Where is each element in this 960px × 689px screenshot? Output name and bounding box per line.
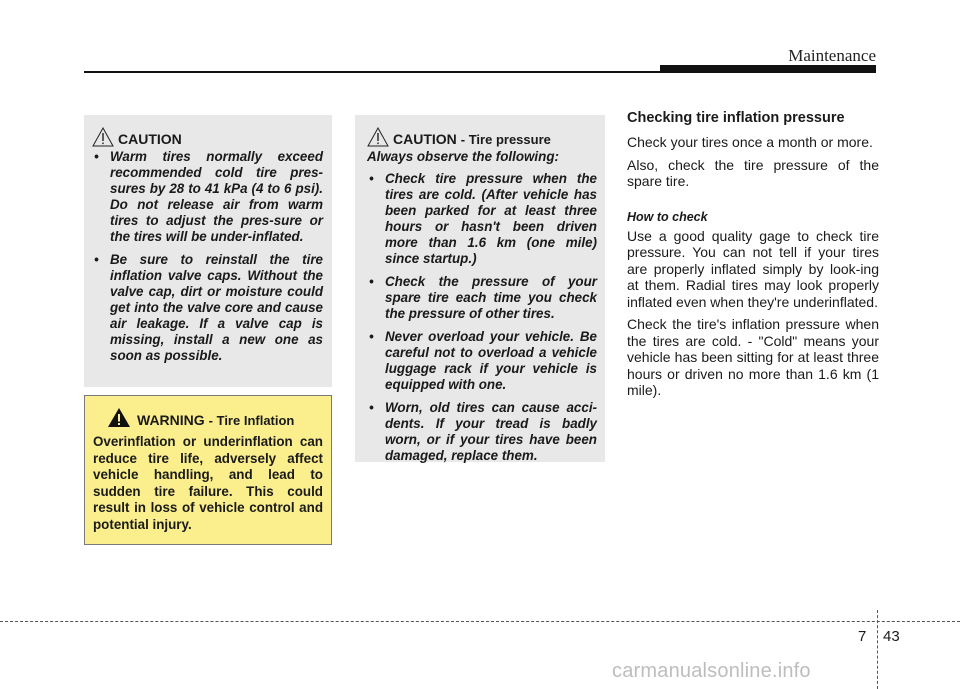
bullet-text: Never overload your vehicle. Be careful not to overload a vehicle luggage rack if your vehicle is equipped with one. — [385, 329, 597, 392]
caution-lead: Always observe the following: — [367, 149, 559, 164]
paragraph: Use a good quality gage to check tire pressure. You can not tell if your tires are properly inflated simply by look-ing at them. Radial tires may look properly inflated even when they're underinflated. — [627, 227, 879, 310]
caution-title: CAUTION — [393, 131, 457, 147]
watermark: carmanualsonline.info — [612, 660, 811, 682]
paragraph: Check your tires once a month or more. — [627, 134, 873, 150]
header-title: Maintenance — [788, 46, 876, 65]
warning-body: Overinflation or underinflation can reduce tire life, adversely affect vehicle handling, and lead to sudden tire failure. This could result in loss of vehicle control and potential injury. — [93, 434, 323, 532]
section-heading: Checking tire inflation pressure — [627, 110, 845, 126]
warning-triangle-outline-icon — [92, 127, 114, 147]
caution-bullet-list — [367, 171, 597, 464]
caution-bullet: • Worn, old tires can cause acci-dents. If your tread is badly worn, or if your tires have been damaged, replace them. — [369, 400, 597, 463]
caution-subtitle: - Tire pressure — [460, 132, 551, 147]
main-text-column — [627, 110, 879, 405]
paragraph: Also, check the tire pressure of the spare tire. — [627, 156, 879, 189]
bullet-text: Check the pressure of your spare tire each time you check the pressure of other tires. — [385, 274, 597, 321]
warning-header — [93, 404, 323, 428]
caution-bullet-list — [92, 149, 323, 364]
header-rule-accent — [660, 65, 876, 73]
chapter-number: 7 — [858, 628, 867, 645]
footer-divider — [877, 610, 878, 689]
caution-bullet: • Check the pressure of your spare tire each time you check the pressure of other tires. — [369, 274, 597, 321]
bullet-text: Be sure to reinstall the tire inflation valve caps. Without the valve cap, dirt or moisture could get into the valve core and cause air leakage. If a valve cap is missing, install a new one as soon as possible. — [110, 252, 323, 363]
warning-box-tire-inflation — [84, 395, 332, 545]
caution-box-tire-pressure — [355, 115, 605, 462]
bullet-text: Worn, old tires can cause acci-dents. If your tread is badly worn, or if your tires have been damaged, replace them. — [385, 400, 597, 463]
warning-triangle-filled-icon — [107, 407, 131, 428]
caution-bullet: • Warm tires normally exceed recommended cold tire pres-sures by 28 to 41 kPa (4 to 6 psi). Do not release air from warm tires to adjust the pres-sure or the tires will be under-inflated. — [94, 149, 323, 244]
warning-title: WARNING — [137, 412, 205, 428]
caution-title: CAUTION — [118, 131, 182, 147]
caution-bullet: • Be sure to reinstall the tire inflation valve caps. Without the valve cap, dirt or moisture could get into the valve core and cause air leakage. If a valve cap is missing, install a new one as soon as possible. — [94, 252, 323, 363]
paragraph: Check the tire's inflation pressure when the tires are cold. - "Cold" means your vehicle has been sitting for at least three hours or driven no more than 1.6 km (1 mile). — [627, 316, 879, 398]
caution-header — [367, 123, 597, 147]
bullet-text: Check tire pressure when the tires are cold. (After vehicle has been parked for at least three hours or hasn't been driven more than 1.6 km (one mile) since startup.) — [385, 171, 597, 266]
caution-box-warm-tires — [84, 115, 332, 387]
warning-subtitle: - Tire Inflation — [208, 413, 295, 428]
subheading: How to check — [627, 209, 708, 224]
bullet-text: Warm tires normally exceed recommended cold tire pres-sures by 28 to 41 kPa (4 to 6 psi). Do not release air from warm tires to adjust the pres-sure or the tires will be under-inflated. — [110, 149, 323, 244]
caution-header — [92, 123, 323, 147]
footer-rule — [0, 621, 960, 622]
caution-bullet: • Check tire pressure when the tires are cold. (After vehicle has been parked for at least three hours or hasn't been driven more than 1.6 km (one mile) since startup.) — [369, 171, 597, 266]
caution-bullet: • Never overload your vehicle. Be careful not to overload a vehicle luggage rack if your vehicle is equipped with one. — [369, 329, 597, 392]
page-number: 43 — [883, 628, 900, 645]
warning-triangle-outline-icon — [367, 127, 389, 147]
